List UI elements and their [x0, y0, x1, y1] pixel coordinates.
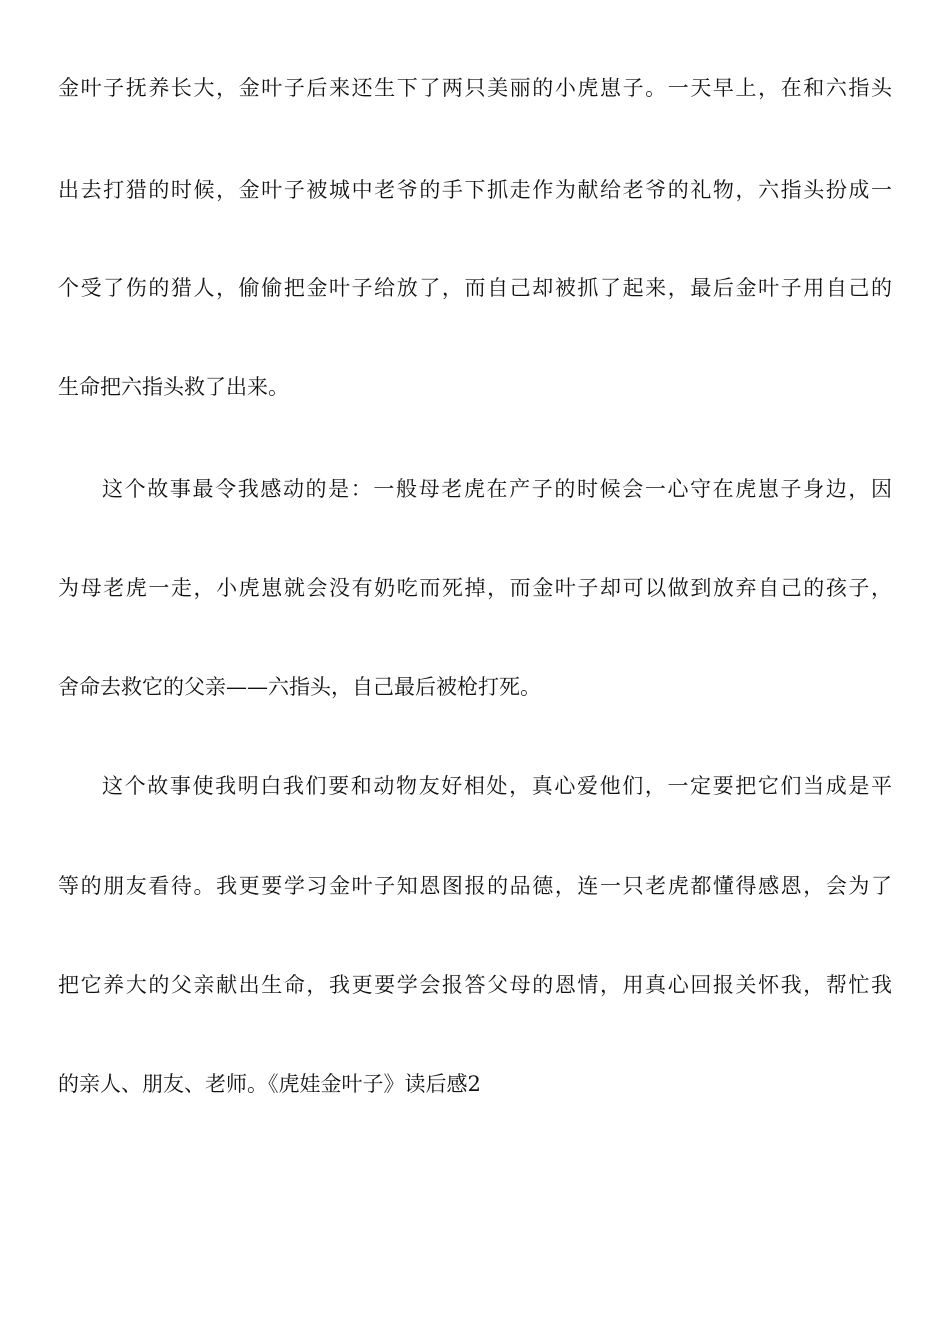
text-line: 为母老虎一走，小虎崽就会没有奶吃而死掉，而金叶子却可以做到放弃自己的孩子， [58, 576, 892, 600]
text-line: 等的朋友看待。我更要学习金叶子知恩图报的品德，连一只老虎都懂得感恩，会为了 [58, 874, 892, 898]
text-line: 出去打猎的时候，金叶子被城中老爷的手下抓走作为献给老爷的礼物，六指头扮成一 [58, 178, 892, 202]
text-line: 舍命去救它的父亲——六指头，自己最后被枪打死。 [58, 675, 541, 699]
text-line: 这个故事使我明白我们要和动物友好相处，真心爱他们，一定要把它们当成是平 [102, 774, 892, 798]
text-line: 金叶子抚养长大，金叶子后来还生下了两只美丽的小虎崽子。一天早上，在和六指头 [58, 76, 892, 100]
text-line: 的亲人、朋友、老师。《虎娃金叶子》读后感2 [58, 1072, 481, 1096]
text-line: 个受了伤的猎人，偷偷把金叶子给放了，而自己却被抓了起来，最后金叶子用自己的 [58, 276, 892, 300]
text-line: 这个故事最令我感动的是：一般母老虎在产子的时候会一心守在虎崽子身边，因 [102, 477, 892, 501]
text-line: 把它养大的父亲献出生命，我更要学会报答父母的恩情，用真心回报关怀我，帮忙我 [58, 973, 892, 997]
text-line: 生命把六指头救了出来。 [58, 375, 289, 399]
